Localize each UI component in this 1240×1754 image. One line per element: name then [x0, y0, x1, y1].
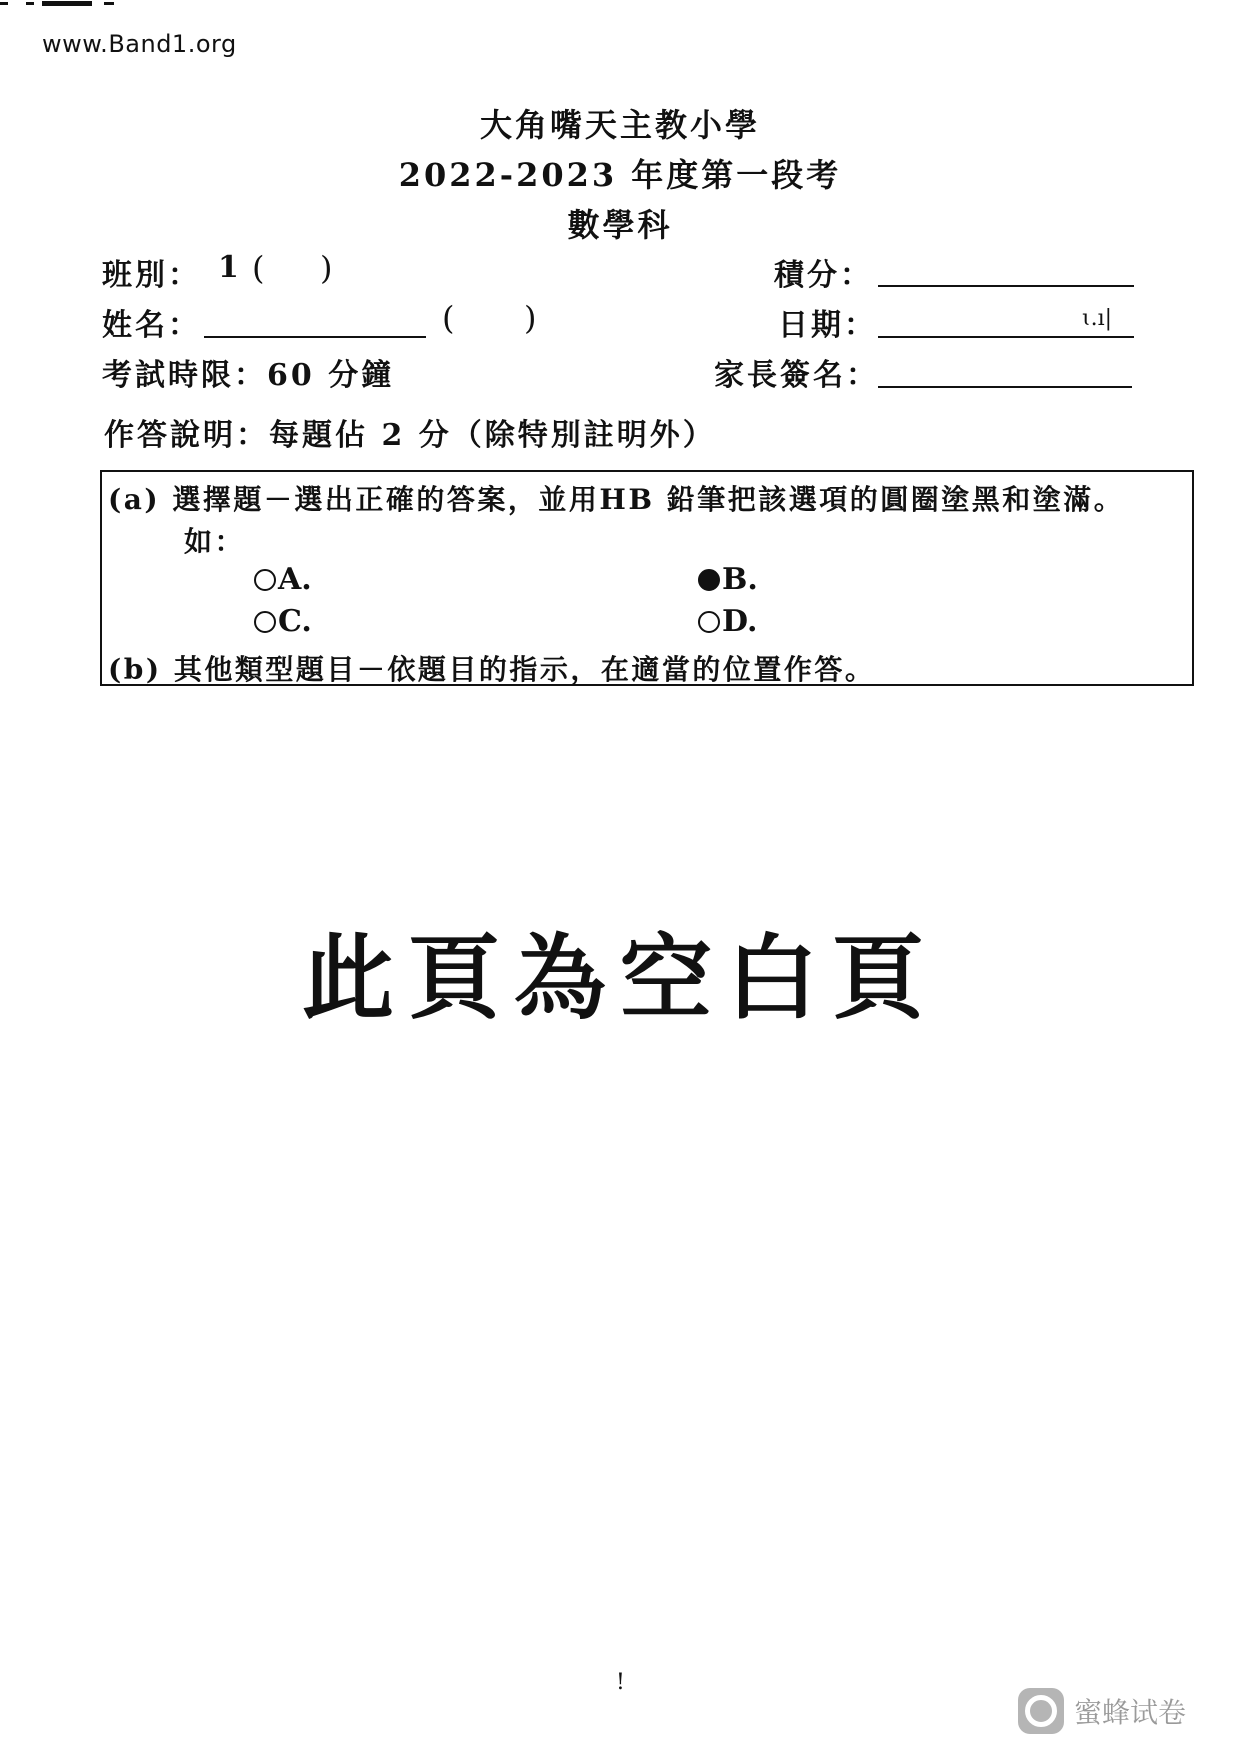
example-option-b [698, 562, 758, 597]
time-limit: 考試時限：60 分鐘 [102, 358, 395, 393]
blank-page-notice: 此頁為空白頁 [301, 924, 938, 1032]
score-label: 積分： [774, 258, 873, 293]
class-label: 班別： [102, 258, 201, 293]
date-handwritten-mark: ɩ.ı| [1082, 306, 1113, 331]
example-label: 如： [184, 525, 246, 558]
class-number-open-paren: ( [252, 249, 265, 287]
example-option-d [698, 604, 757, 639]
scan-edge-mark [0, 0, 120, 8]
option-c-label: C. [278, 604, 312, 639]
student-number-close-paren: ) [524, 299, 537, 337]
class-number-close-paren: ) [320, 249, 333, 287]
filled-bubble-icon [698, 569, 720, 591]
score-field[interactable] [878, 285, 1134, 287]
parent-signature-label: 家長簽名： [714, 358, 879, 393]
instruction-line-b: (b) 其他類型題目－依題目的指示，在適當的位置作答。 [108, 653, 876, 686]
instructions-heading: 作答說明：每題佔 2 分（除特別註明外） [104, 418, 716, 453]
watermark-logo-icon [1018, 1688, 1064, 1734]
empty-bubble-icon [254, 611, 276, 633]
exam-term: 2022-2023 年度第一段考 [398, 156, 842, 194]
site-url: www.Band1.org [42, 30, 237, 58]
subject-title: 數學科 [567, 206, 673, 244]
watermark-text: 蜜蜂试卷 [1074, 1696, 1187, 1729]
empty-bubble-icon [254, 569, 276, 591]
student-number-open-paren: ( [442, 299, 455, 337]
date-field[interactable] [878, 336, 1134, 338]
name-field[interactable] [204, 336, 426, 338]
instruction-line-a: (a) 選擇題－選出正確的答案，並用HB 鉛筆把該選項的圓圈塗黑和塗滿。 [108, 483, 1125, 516]
option-a-label: A. [278, 562, 312, 597]
example-option-a [254, 562, 312, 597]
page-mark: ! [616, 1670, 625, 1695]
date-label: 日期： [778, 308, 877, 343]
parent-signature-field[interactable] [878, 386, 1132, 388]
class-value: 1 [218, 250, 242, 285]
option-d-label: D. [722, 604, 758, 639]
name-label: 姓名： [102, 308, 201, 343]
watermark [1018, 1688, 1186, 1734]
option-b-label: B. [722, 562, 758, 597]
empty-bubble-icon [698, 611, 720, 633]
example-option-c [254, 604, 312, 639]
school-name: 大角嘴天主教小學 [479, 106, 760, 144]
